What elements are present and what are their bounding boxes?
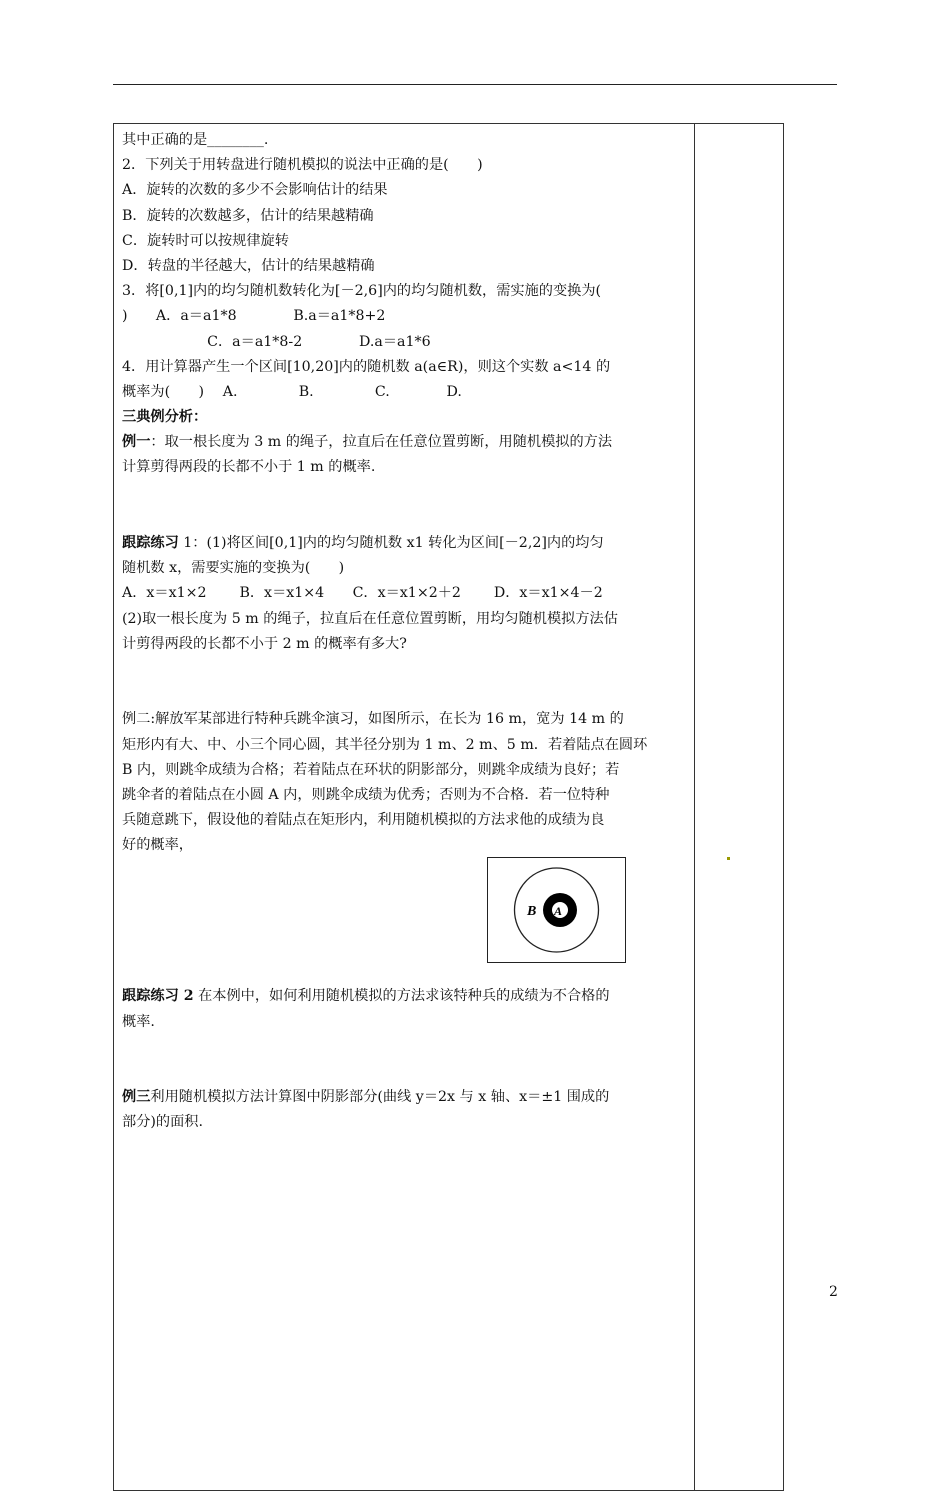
practice-2 (122, 984, 688, 1009)
text-line: 计剪得两段的长都不小于 2 m 的概率有多大? (122, 635, 407, 652)
text-line: D．转盘的半径越大，估计的结果越精确 (122, 257, 375, 274)
text-line: C．旋转时可以按规律旋转 (122, 232, 289, 249)
practice-1-text: 1：(1)将区间[0,1]内的均匀随机数 x1 转化为区间[－2,2]内的均匀 (178, 535, 604, 551)
example-3-text: 利用随机模拟方法计算图中阴影部分(曲线 y＝2x 与 x 轴、x＝±1 围成的 (150, 1089, 610, 1106)
circles-diagram (488, 858, 625, 962)
text-line: 好的概率， (122, 837, 193, 854)
text-line: 2．下列关于用转盘进行随机模拟的说法中正确的是( ) (122, 157, 483, 174)
text-line: 部分)的面积. (122, 1114, 203, 1131)
text-line: C．a＝a1*8-2 D.a＝a1*6 (122, 333, 431, 350)
text-line: 例二:解放军某部进行特种兵跳伞演习，如图所示，在长为 16 m，宽为 14 m 的 (122, 711, 624, 728)
example-3 (122, 1085, 688, 1110)
example-1-label: 例一 (122, 434, 151, 451)
text-line: ) A．a＝a1*8 B.a＝a1*8+2 (122, 308, 386, 325)
worksheet-table (113, 123, 784, 1491)
page-number: 2 (829, 1284, 838, 1300)
text-line: 计算剪得两段的长都不小于 1 m 的概率. (122, 459, 376, 476)
text-line: 随机数 x，需要实施的变换为( ) (122, 560, 345, 577)
text-line: A．旋转的次数的多少不会影响估计的结果 (122, 182, 388, 199)
column-divider (694, 124, 695, 1490)
marker-dot (727, 857, 730, 860)
concentric-circles-figure (487, 857, 626, 963)
label-a: A (554, 904, 563, 918)
question-content (122, 128, 688, 1136)
practice-2-label: 跟踪练习 2 (122, 988, 194, 1005)
section-title: 三典例分析： (122, 409, 208, 426)
text-line: 跳伞者的着陆点在小圆 A 内，则跳伞成绩为优秀；否则为不合格．若一位特种 (122, 786, 610, 803)
text-line: 兵随意跳下，假设他的着陆点在矩形内，利用随机模拟的方法求他的成绩为良 (122, 812, 605, 829)
text-line: 其中正确的是________. (122, 132, 269, 148)
header-rule (113, 84, 837, 85)
example-3-label: 例三 (122, 1089, 151, 1106)
text-line: 3．将[0,1]内的均匀随机数转化为[－2,6]内的均匀随机数，需实施的变换为( (122, 283, 602, 300)
example-1 (122, 430, 688, 455)
label-b: B (527, 904, 537, 919)
text-line: 矩形内有大、中、小三个同心圆，其半径分别为 1 m、2 m、5 m．若着陆点在圆环 (122, 736, 648, 753)
text-line: 概率. (122, 1013, 155, 1030)
text-line: (2)取一根长度为 5 m 的绳子，拉直后在任意位置剪断，用均匀随机模拟方法估 (122, 610, 618, 627)
text-line: B．旋转的次数越多，估计的结果越精确 (122, 207, 374, 224)
text-line: A．x＝x1×2 B．x＝x1×4 C．x＝x1×2＋2 D．x＝x1×4－2 (122, 585, 603, 602)
practice-2-text: 在本例中，如何利用随机模拟的方法求该特种兵的成绩为不合格的 (193, 988, 610, 1005)
practice-1 (122, 531, 688, 556)
text-line: 概率为( ) A. B. C. D. (122, 383, 462, 400)
practice-1-label: 跟踪练习 (122, 535, 179, 551)
text-line: B 内，则跳伞成绩为合格；若着陆点在环状的阴影部分，则跳伞成绩为良好；若 (122, 761, 620, 778)
text-line: 4．用计算器产生一个区间[10,20]内的随机数 a(a∈R)，则这个实数 a<14 的 (122, 358, 611, 375)
example-1-text: ：取一根长度为 3 m 的绳子，拉直后在任意位置剪断，用随机模拟的方法 (150, 434, 613, 451)
